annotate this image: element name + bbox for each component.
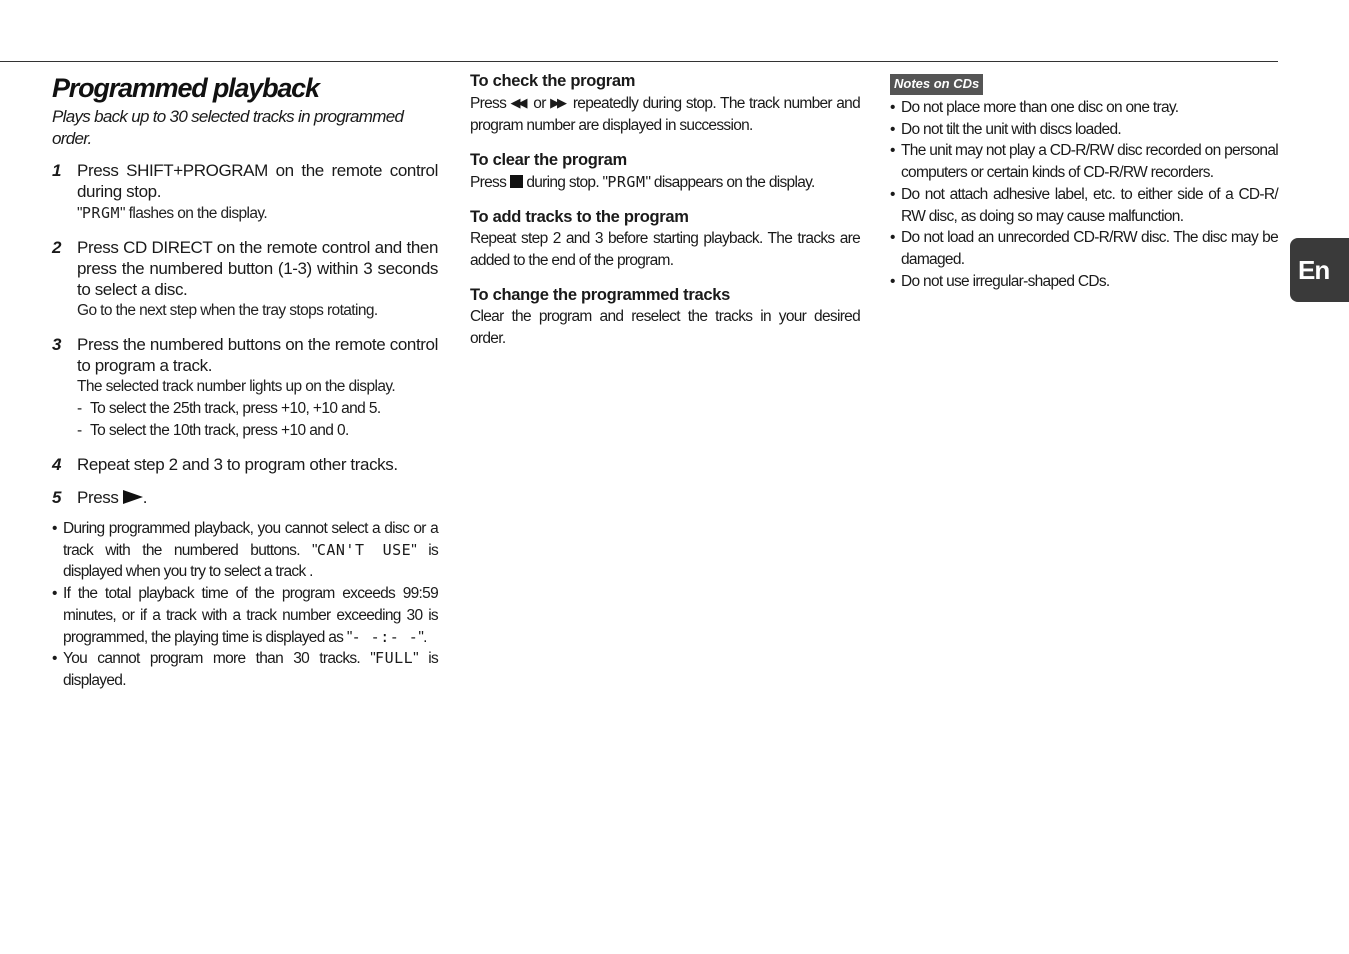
step-number: 3 xyxy=(52,335,62,354)
language-tab: En xyxy=(1290,238,1349,302)
notes-label: Notes on CDs xyxy=(890,74,983,95)
section-heading: To clear the program xyxy=(470,151,627,169)
list-item: • The unit may not play a CD-R/RW disc recorded on personal computers or certain kinds of CD-R/RW recorders. xyxy=(890,140,1278,183)
step-example: - To select the 10th track, press +10 and 0. xyxy=(77,420,438,442)
step-note: "PRGM" flashes on the display. xyxy=(77,204,268,222)
fast-forward-icon: ▶▶ xyxy=(550,95,565,110)
step-instruction: Press the numbered buttons on the remote control to program a track. xyxy=(77,335,438,375)
lcd-text: - -:- - xyxy=(351,627,419,646)
section-heading: To check the program xyxy=(470,72,636,90)
step-1 xyxy=(52,160,438,225)
step-4 xyxy=(52,454,438,475)
step-number: 2 xyxy=(52,238,62,257)
step-instruction: Repeat step 2 and 3 to program other tracks. xyxy=(77,455,398,474)
play-icon xyxy=(123,490,143,504)
list-item: • Do not place more than one disc on one tray. xyxy=(890,97,1278,119)
lcd-text: PRGM xyxy=(81,204,121,222)
step-instruction: Press . xyxy=(77,488,148,507)
notes-list xyxy=(52,518,438,692)
section-body: Press during stop. "PRGM" disappears on the display. xyxy=(470,173,815,191)
step-2 xyxy=(52,237,438,322)
rewind-icon: ◀◀ xyxy=(510,95,525,110)
list-item: • Do not use irregular-shaped CDs. xyxy=(890,271,1278,293)
step-instruction: Press SHIFT+PROGRAM on the remote control during stop. xyxy=(77,161,438,201)
step-number: 1 xyxy=(52,161,62,180)
step-note: The selected track number lights up on the display. xyxy=(77,378,396,395)
step-number: 4 xyxy=(52,455,62,474)
section-heading: To change the programmed tracks xyxy=(470,286,730,304)
step-5 xyxy=(52,487,438,508)
step-instruction: Press CD DIRECT on the remote control and then press the numbered button (1-3) within 3 seconds to select a disc. xyxy=(77,238,438,299)
list-item: • Do not tilt the unit with discs loaded. xyxy=(890,119,1278,141)
section-body: Repeat step 2 and 3 before starting playback. The tracks are added to the end of the program. xyxy=(470,230,860,269)
column-program-operations xyxy=(470,70,860,362)
list-item: • You cannot program more than 30 tracks. "FULL" is displayed. xyxy=(52,648,438,691)
step-example: - To select the 25th track, press +10, +10 and 5. xyxy=(77,398,438,420)
list-item: • Do not attach adhesive label, etc. to either side of a CD-R/ RW disc, as doing so may cause malfunction. xyxy=(890,184,1278,227)
column-programmed-playback xyxy=(52,70,438,692)
header-rule xyxy=(0,61,1278,62)
list-item: • If the total playback time of the program exceeds 99:59 minutes, or if a track with a track number exceeding 30 is programmed, the playing time is displayed as "- -:- -". xyxy=(52,583,438,648)
section-heading: To add tracks to the program xyxy=(470,208,689,226)
step-number: 5 xyxy=(52,488,62,507)
page-title: Programmed playback xyxy=(52,73,319,103)
lcd-text: FULL xyxy=(375,649,414,668)
section-body: Clear the program and reselect the tracks in your desired order. xyxy=(470,308,860,347)
list-item: • During programmed playback, you cannot select a disc or a track with the numbered buttons. "CAN'T USE" is displayed when you try to select a track . xyxy=(52,518,438,583)
step-note: Go to the next step when the tray stops rotating. xyxy=(77,302,378,319)
lcd-text: PRGM xyxy=(607,173,646,191)
step-3 xyxy=(52,334,438,442)
cd-notes-list xyxy=(890,97,1278,292)
stop-icon xyxy=(510,175,523,188)
list-item: • Do not load an unrecorded CD-R/RW disc. The disc may be damaged. xyxy=(890,227,1278,270)
page-subtitle: Plays back up to 30 selected tracks in programmed order. xyxy=(52,107,404,148)
section-body: Press ◀◀ or ▶▶ repeatedly during stop. The track number and program number are displayed in succession. xyxy=(470,92,860,137)
column-cd-notes xyxy=(890,74,1278,292)
lcd-text: CAN'T USE xyxy=(316,540,412,559)
